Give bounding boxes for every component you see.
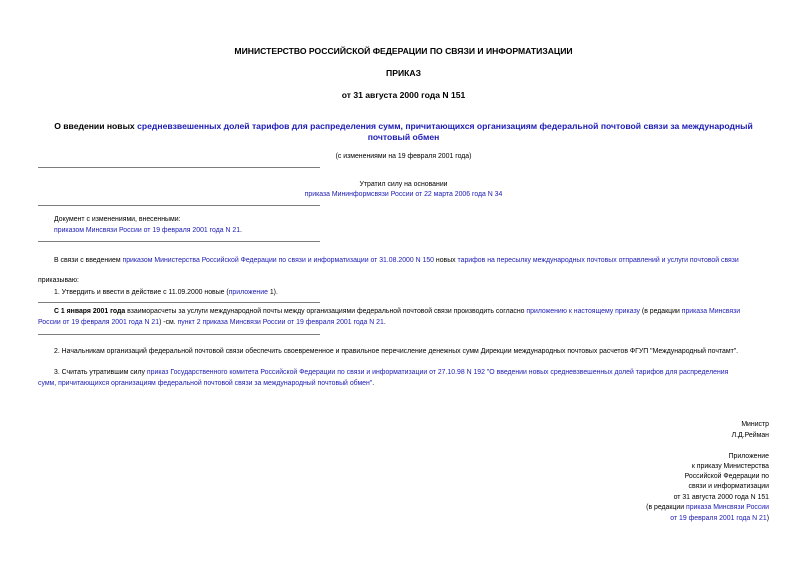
lost-force-link[interactable]: приказа Мининформсвязи России от 22 марта 2006 года N 34 (304, 191, 503, 198)
appendix-l6: (в редакции приказа Минсвязи России (646, 504, 769, 511)
item3-order-link-cont[interactable]: сумм, причитающихся организациям федеральной почтовой связи за международный почтовый обмен" (38, 380, 373, 387)
divider (38, 334, 320, 335)
jan-order-link[interactable]: приказа Минсвязи (681, 308, 741, 315)
amended-link[interactable]: приказом Минсвязи России от 19 февраля 2001 года N 21 (54, 227, 241, 234)
item-3-line1: 3. Считать утратившим силу приказ Государственного комитета Российской Федерации по связи и информатизации от 27.10.98 N 192 "О введении новых средневзвешенных долей тарифов для распределения (54, 369, 729, 376)
doc-type-heading: ПРИКАЗ (386, 68, 421, 78)
lost-force-link-line (0, 190, 807, 200)
title-prefix: О введении новых (54, 121, 138, 131)
divider (38, 205, 320, 206)
jan-appendix-link[interactable]: приложению к настоящему приказу (526, 308, 640, 315)
changes-note: (с изменениями на 19 февраля 2001 года) (335, 153, 472, 160)
appendix-l1: Приложение (728, 453, 769, 460)
lost-force-label: Утратил силу на основании (359, 181, 448, 188)
document-title-line2 (0, 132, 807, 142)
signature-name: Л.Д.Рейман (731, 432, 769, 439)
title-link[interactable]: средневзвешенных долей тарифов для распределения сумм, причитающихся организациям федеральной почтовой связи за международный (137, 121, 753, 131)
jan-paragraph-line1: С 1 января 2001 года взаиморасчеты за услуги международной почты между организациями федеральной почтовой связи производить согласно приложению к настоящему приказу (в редакции приказа Минсвязи (54, 308, 741, 315)
appendix-edition-link-cont[interactable]: от 19 февраля 2001 года N 21 (670, 515, 767, 522)
item3-order-link[interactable]: приказ Государственного комитета Российской Федерации по связи и информатизации от 27.10.98 N 192 "О введении новых средневзвешенных долей тарифов для распределения (146, 369, 729, 376)
appendix-l7: от 19 февраля 2001 года N 21) (670, 515, 769, 522)
divider (38, 302, 320, 303)
appendix-l5: от 31 августа 2000 года N 151 (673, 494, 769, 501)
appendix-l2: к приказу Министерства (691, 463, 769, 470)
jan-order-link-cont[interactable]: России от 19 февраля 2001 года N 21 (38, 319, 160, 326)
jan-point2-link[interactable]: пункт 2 приказа Минсвязи России от 19 февраля 2001 года N 21 (177, 319, 384, 326)
ministry-heading: МИНИСТЕРСТВО РОССИЙСКОЙ ФЕДЕРАЦИИ ПО СВЯЗИ И ИНФОРМАТИЗАЦИИ (234, 46, 573, 56)
jan-paragraph-line2: России от 19 февраля 2001 года N 21) -см. пункт 2 приказа Минсвязи России от 19 февраля 2001 года N 21. (38, 319, 386, 326)
preamble-link-tariffs[interactable]: тарифов на пересылку международных почтовых отправлений и услуги почтовой связи (457, 257, 739, 264)
item-2: 2. Начальникам организаций федеральной почтовой связи обеспечить своевременное и правильное перечисление денежных сумм Дирекции международных почтовых расчетов ФГУП "Международный почтамт". (54, 348, 739, 355)
jan-bold-date: С 1 января 2001 года (54, 308, 126, 315)
appendix-link[interactable]: приложение (228, 289, 268, 296)
appendix-l3: Российской Федерации по (684, 473, 769, 480)
appendix-edition-link[interactable]: приказа Минсвязи России (685, 504, 769, 511)
document-title (0, 121, 807, 131)
item-1: 1. Утвердить и ввести в действие с 11.09.2000 новые (приложение 1). (54, 289, 278, 296)
item-3-line2: сумм, причитающихся организациям федеральной почтовой связи за международный почтовый обмен". (38, 380, 375, 387)
doc-date-number: от 31 августа 2000 года N 151 (341, 90, 466, 100)
title-link-cont[interactable]: почтовый обмен (367, 132, 440, 142)
order-word: приказываю: (38, 277, 79, 284)
divider (38, 167, 320, 168)
preamble-link-order150[interactable]: приказом Министерства Российской Федерации по связи и информатизации от 31.08.2000 N 150 (122, 257, 434, 264)
preamble: В связи с введением приказом Министерства Российской Федерации по связи и информатизации от 31.08.2000 N 150 новых тарифов на пересылку международных почтовых отправлений и услуги почтовой связи (54, 257, 739, 264)
amended-label: Документ с изменениями, внесенными: (54, 216, 181, 223)
amended-link-line: приказом Минсвязи России от 19 февраля 2001 года N 21. (54, 227, 242, 234)
signature-position: Министр (741, 421, 769, 428)
appendix-l4: связи и информатизации (688, 483, 769, 490)
divider (38, 241, 320, 242)
